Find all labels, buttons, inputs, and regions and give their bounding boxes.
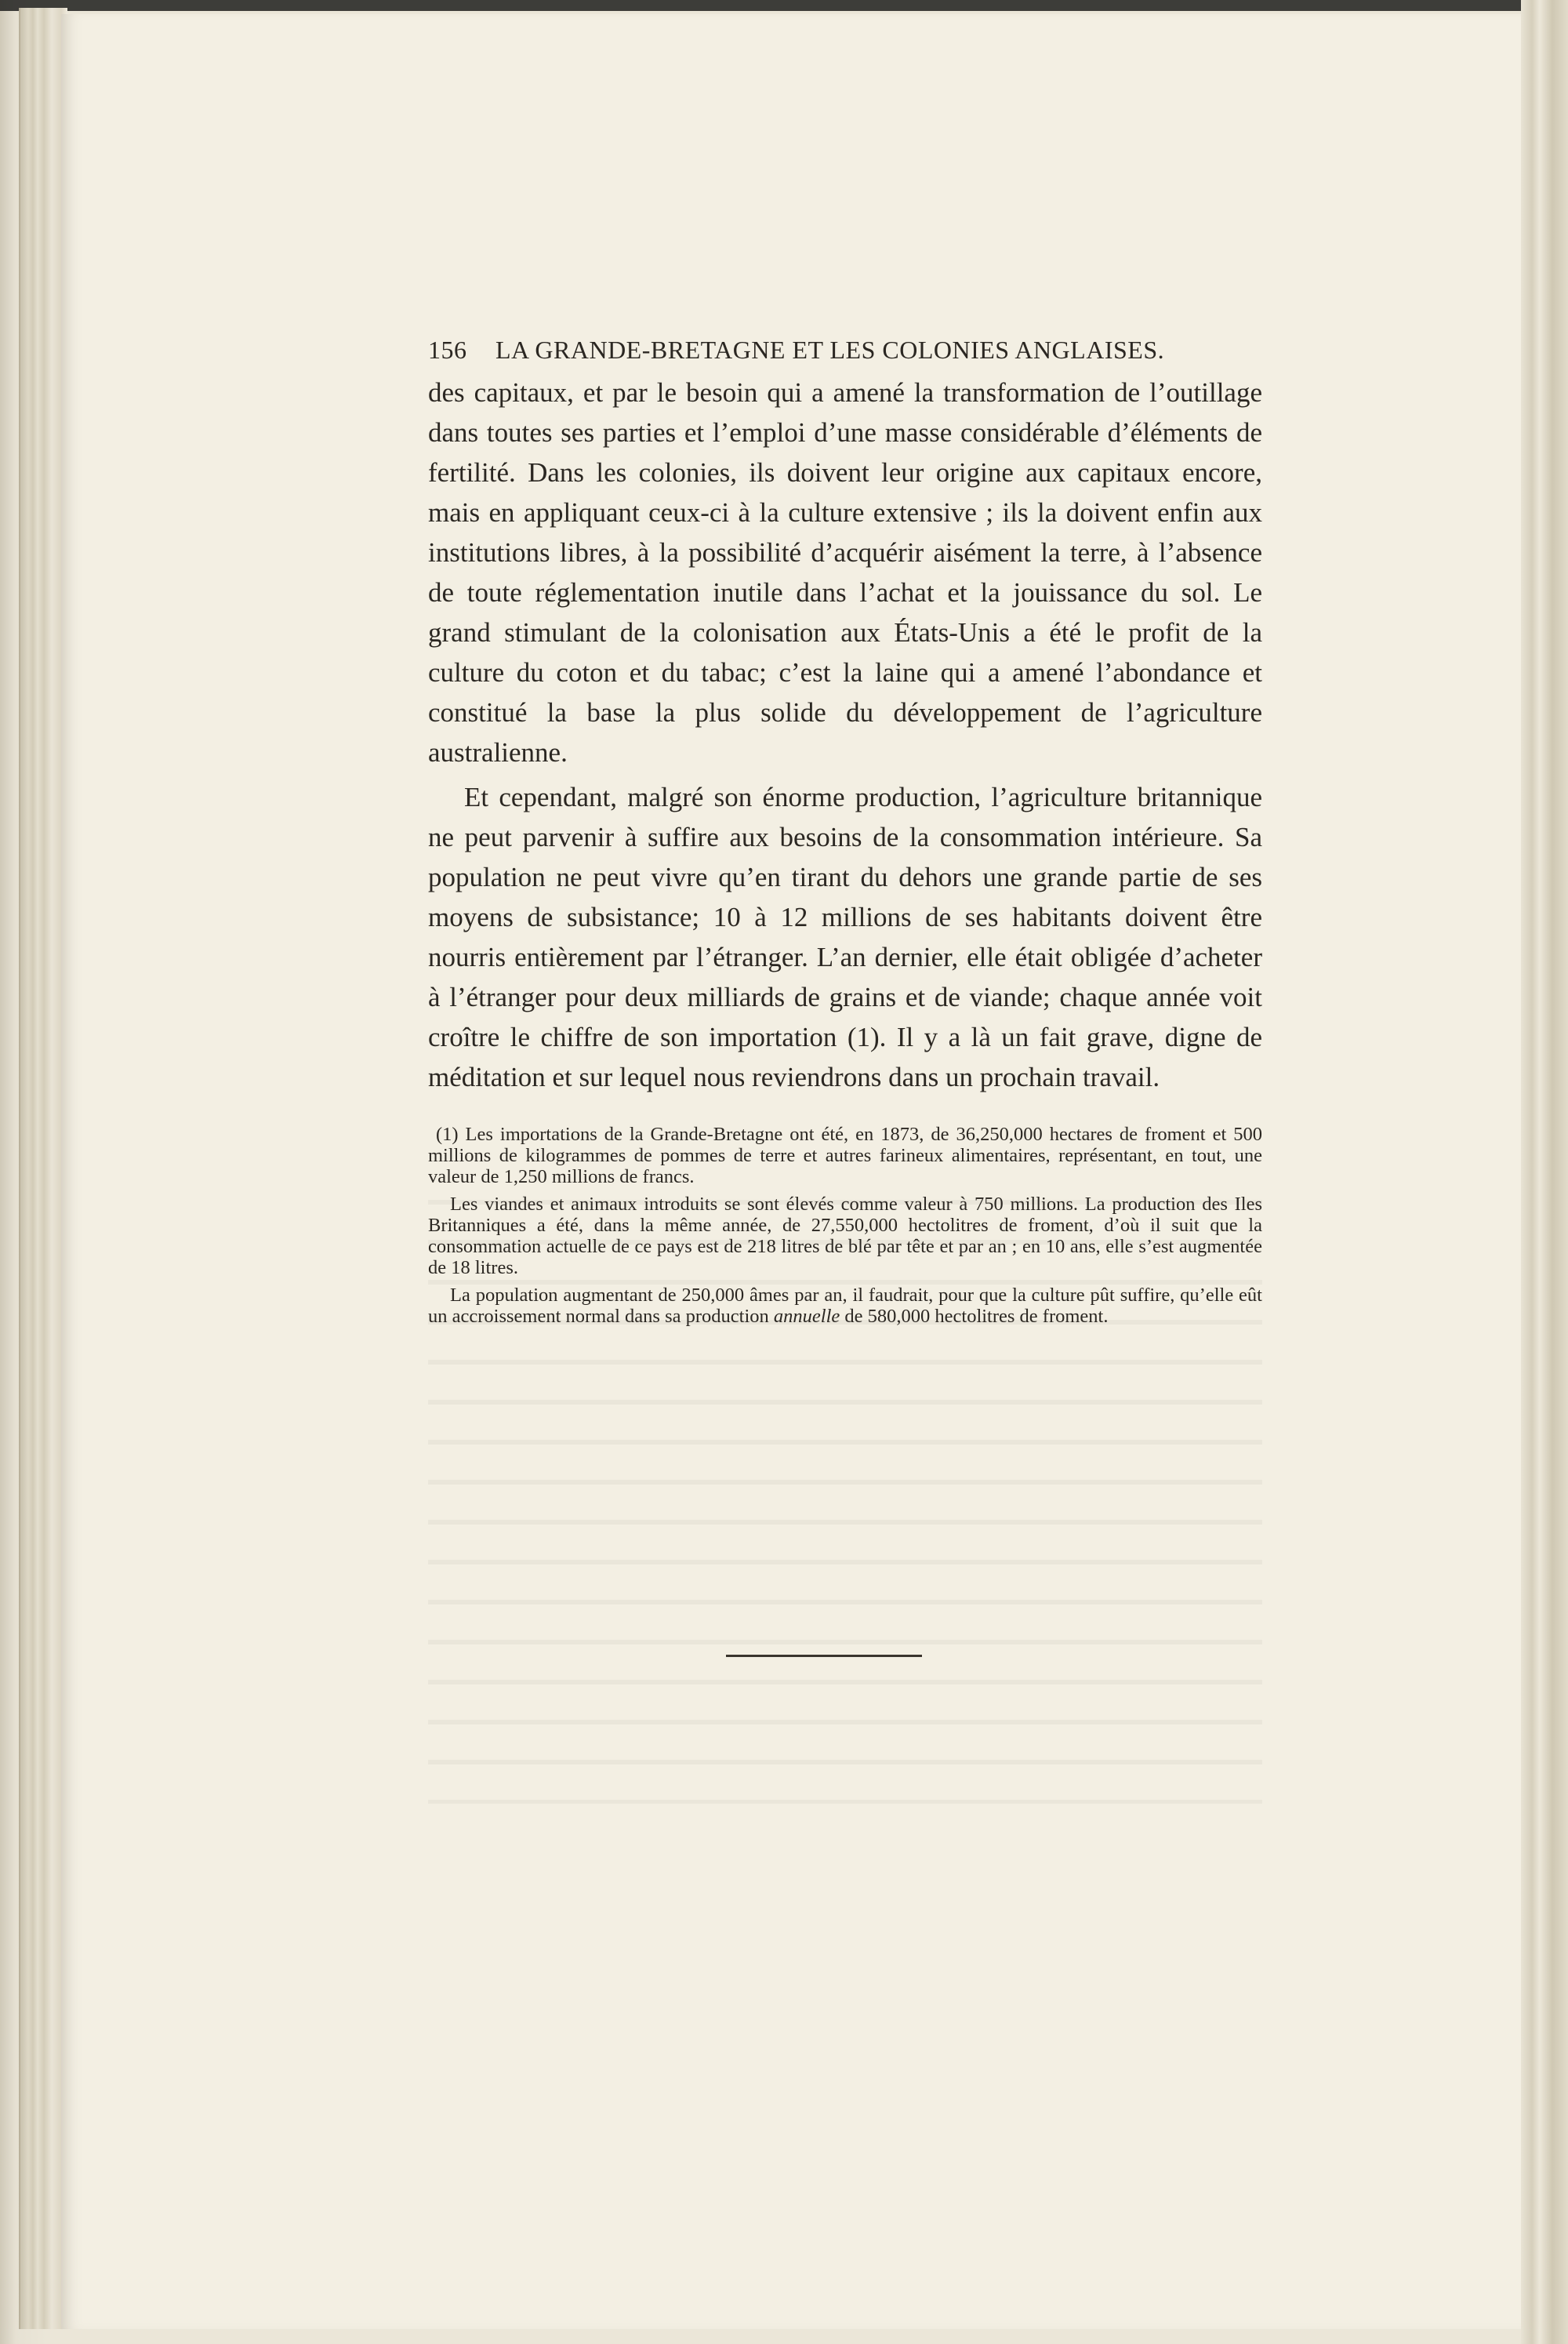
paragraph-continued: des capitaux, et par le besoin qui a amené la transformation de l’outillage dans toutes ses parties et l’emploi d’une masse considérable d’éléments de fertilité. Dans les colonies, ils doivent leur origine aux capitaux encore, mais en appliquant ceux-ci à la culture extensive ; ils la doivent enfin aux institutions libres, à la possibilité d’acquérir aisément la terre, à l’absence de toute réglementation inutile dans l’achat et la jouissance du sol. Le grand stimulant de la colonisation aux États-Unis a été le profit de la culture du coton et du tabac; c’est la laine qui a amené l’abondance et constitué la base la plus solide du développement de l’agriculture australienne.: [428, 377, 1262, 768]
running-header: [428, 336, 1262, 365]
footnote-text-end: de 580,000 hectolitres de froment.: [840, 1306, 1109, 1327]
book-page-edges-left: [19, 8, 67, 2329]
paragraph: Et cependant, malgré son énorme production, l’agriculture britannique ne peut parvenir à suffire aux besoins de la consommation intérieure. Sa population ne peut vivre qu’en tirant du dehors une grande partie de ses moyens de subsistance; 10 à 12 millions de ses habitants doivent être nourris entièrement par l’étranger. L’an dernier, elle était obligée d’acheter à l’étranger pour deux milliards de grains et de viande; chaque année voit croître le chiffre de son importation (1). Il y a là un fait grave, digne de méditation et sur lequel nous reviendrons dans un prochain travail.: [428, 782, 1262, 1092]
running-title: LA GRANDE-BRETAGNE ET LES COLONIES ANGLAISES.: [495, 336, 1165, 364]
page-content: [428, 336, 1262, 1333]
scan-top-edge: [0, 0, 1568, 11]
page-number: 156: [428, 336, 467, 364]
body-text: [428, 372, 1262, 1097]
footnote-text: La population augmentant de 250,000 âmes par an, il faudrait, pour que la culture pût suffire, qu’elle eût un accroissement normal dans sa production: [428, 1285, 1262, 1327]
section-end-rule: [726, 1655, 922, 1657]
footnote-1: (1) Les importations de la Grande-Bretagne ont été, en 1873, de 36,250,000 hectares de froment et 500 millions de kilogrammes de pommes de terre et autres farineux alimentaires, représentant, en tout, une valeur de 1,250 millions de francs.: [428, 1124, 1262, 1187]
book-page-edges-right: [1521, 0, 1568, 2344]
footnote-1-continued: Les viandes et animaux introduits se sont élevés comme valeur à 750 millions. La production des Iles Britanniques a été, dans la même année, de 27,550,000 hectolitres de froment, d’où il suit que la consommation actuelle de ce pays est de 218 litres de blé par tête et par an ; en 10 ans, elle s’est augmentée de 18 litres.: [428, 1194, 1262, 1278]
footnotes: [428, 1124, 1262, 1327]
footnote-italic-word: annuelle: [773, 1306, 840, 1327]
footnote-1-end: [428, 1285, 1262, 1327]
